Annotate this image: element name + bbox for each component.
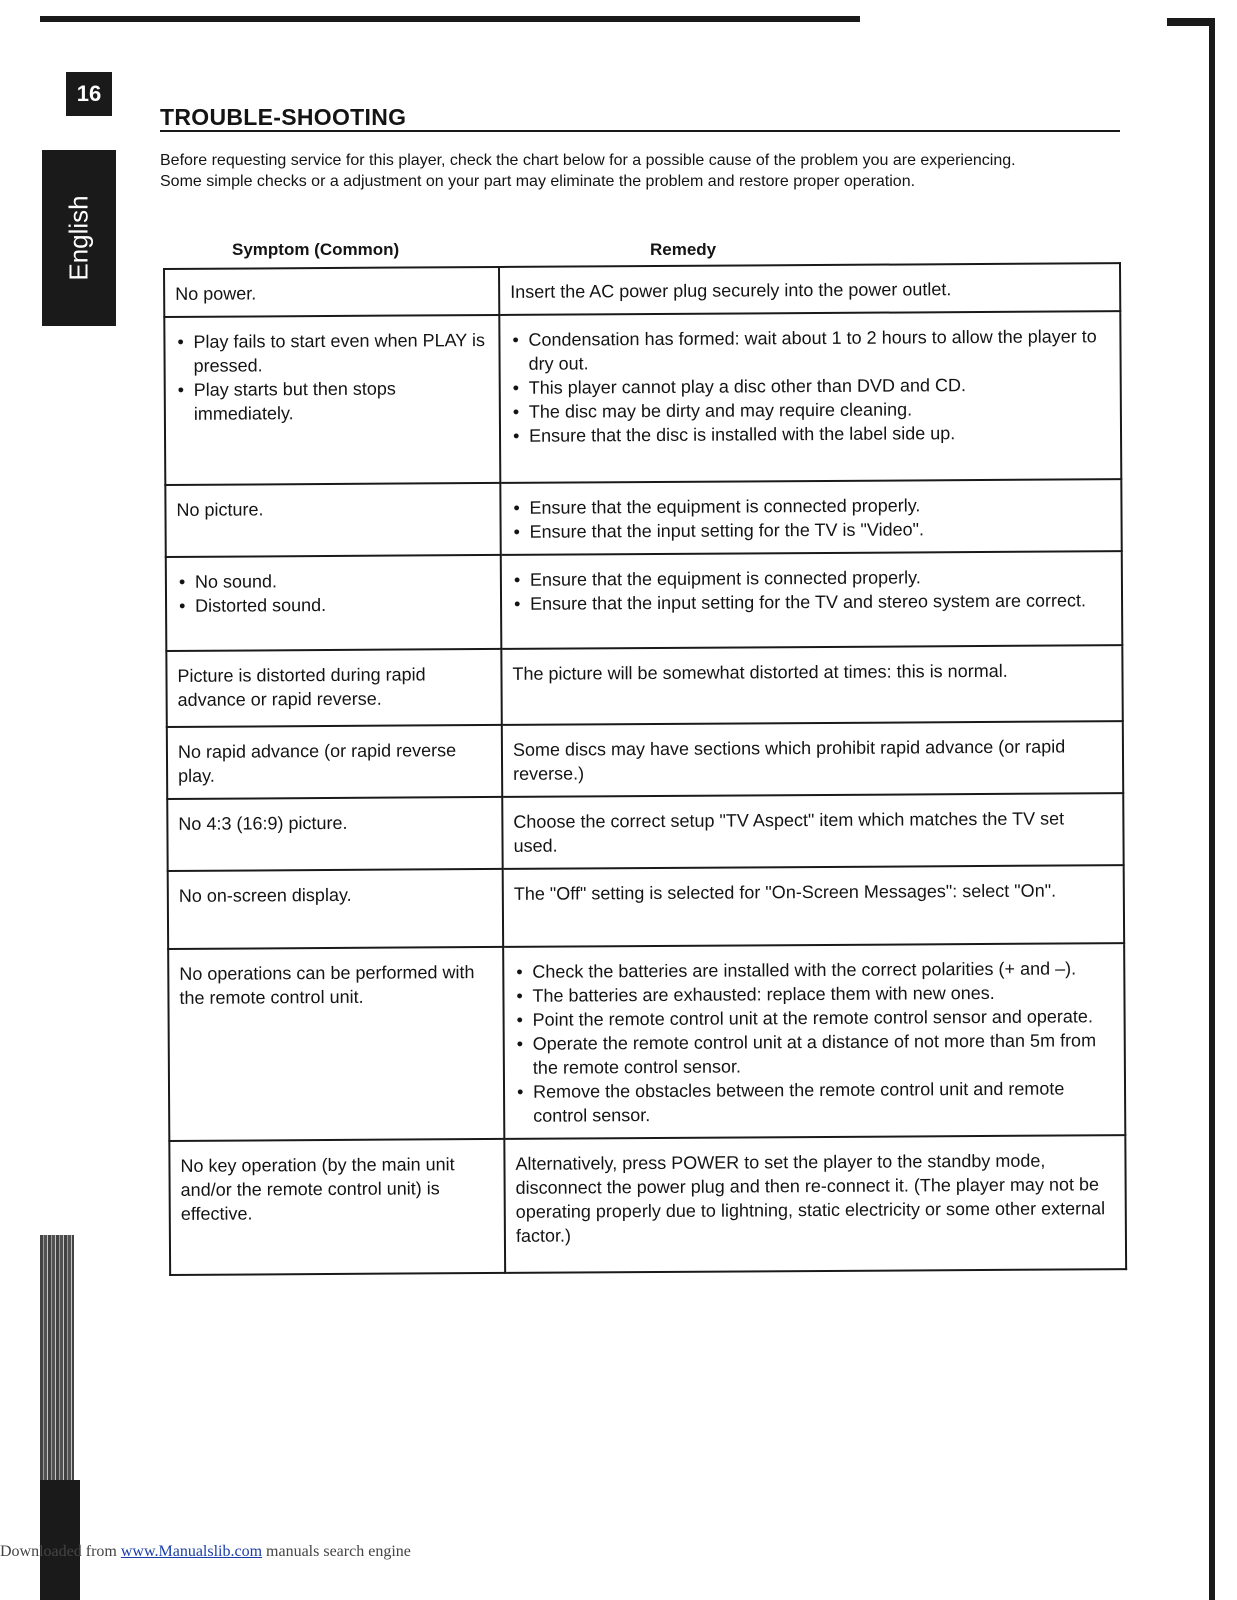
remedy-list xyxy=(514,956,1114,1128)
remedy-list-item: • Condensation has formed: wait about 1 to 2 hours to allow the player to dry out. xyxy=(510,324,1109,376)
remedy-cell xyxy=(504,1135,1126,1273)
manualslib-link[interactable]: www.Manualslib.com xyxy=(120,1543,263,1560)
troubleshooting-table xyxy=(163,262,1127,1276)
remedy-list-item: • Ensure that the equipment is connected properly. xyxy=(512,564,1111,592)
symptom-text: No on-screen display. xyxy=(178,884,352,906)
remedy-text: Some discs may have sections which prohibit rapid advance (or rapid reverse.) xyxy=(512,736,1066,784)
intro-paragraph: Some simple checks or a adjustment on your part may eliminate the problem and restore proper operation. xyxy=(160,173,916,190)
remedy-list xyxy=(510,324,1110,448)
remedy-cell xyxy=(501,645,1122,725)
symptom-cell xyxy=(168,947,504,1141)
remedy-list-item: • The batteries are exhausted: replace them with new ones. xyxy=(514,980,1113,1008)
page-number: 16 xyxy=(66,72,112,116)
symptom-cell xyxy=(164,315,500,485)
symptom-text: No rapid advance (or rapid reverse play. xyxy=(177,740,457,786)
remedy-cell xyxy=(502,721,1123,797)
footer xyxy=(0,1543,411,1561)
title-rule xyxy=(160,130,1120,132)
symptom-text: No 4:3 (16:9) picture. xyxy=(178,812,348,834)
symptom-list-item: • Play fails to start even when PLAY is pressed. xyxy=(175,328,488,378)
page-edge xyxy=(1209,20,1215,1600)
symptom-cell xyxy=(167,797,502,871)
symptom-cell xyxy=(166,555,502,651)
remedy-text: Alternatively, press POWER to set the player to the standby mode, disconnect the power plug and then re-connect it. (The player may not be operating properly due to lightning, static electricity or some other external factor.) xyxy=(515,1150,1106,1246)
language-tab xyxy=(42,150,116,326)
table-row xyxy=(168,943,1125,1141)
remedy-cell xyxy=(499,263,1120,315)
symptom-list-item: • Play starts but then stops immediately. xyxy=(176,376,489,426)
table-row xyxy=(167,793,1123,871)
remedy-column-header: Remedy xyxy=(650,240,717,259)
symptom-text: No operations can be performed with the remote control unit. xyxy=(179,962,475,1008)
remedy-list-item: • Ensure that the disc is installed with the label side up. xyxy=(511,420,1110,448)
remedy-list-item: • Point the remote control unit at the remote control sensor and operate. xyxy=(515,1004,1114,1032)
table-row xyxy=(165,479,1121,557)
remedy-text: The "Off" setting is selected for "On-Screen Messages": select "On". xyxy=(513,880,1057,904)
remedy-list-item: • Ensure that the equipment is connected properly. xyxy=(511,492,1110,520)
symptom-text: Picture is distorted during rapid advance or rapid reverse. xyxy=(177,664,426,710)
table-row xyxy=(167,721,1123,799)
symptom-column-header: Symptom (Common) xyxy=(232,240,400,259)
remedy-cell xyxy=(500,479,1121,555)
remedy-cell xyxy=(502,793,1123,869)
remedy-list-item: • The disc may be dirty and may require cleaning. xyxy=(511,396,1110,424)
language-label: English xyxy=(63,195,94,281)
remedy-list-item: • Ensure that the input setting for the TV is "Video". xyxy=(512,516,1111,544)
page-title: TROUBLE-SHOOTING xyxy=(160,104,407,130)
table-row xyxy=(164,311,1121,485)
intro-text xyxy=(160,150,1060,192)
table-row xyxy=(169,1135,1126,1275)
table-row xyxy=(164,263,1120,317)
table-row xyxy=(166,551,1123,651)
symptom-list xyxy=(175,328,489,426)
remedy-cell xyxy=(503,943,1125,1139)
intro-paragraph: Before requesting service for this player, check the chart below for a possible cause of the problem you are experiencing. xyxy=(160,152,1016,169)
scan-artifact xyxy=(40,1480,80,1600)
symptom-cell xyxy=(165,483,500,557)
table-row xyxy=(166,645,1122,727)
remedy-text: Insert the AC power plug securely into the power outlet. xyxy=(510,279,952,302)
symptom-text: No picture. xyxy=(176,499,264,520)
symptom-list xyxy=(177,568,490,618)
remedy-list-item: • Operate the remote control unit at a distance of not more than 5m from the remote control sensor. xyxy=(515,1028,1114,1080)
remedy-cell xyxy=(501,551,1123,649)
page-edge-mark xyxy=(1167,18,1215,26)
symptom-list-item: • Distorted sound. xyxy=(177,592,490,618)
footer-prefix: Downloaded from xyxy=(0,1543,121,1560)
symptom-cell xyxy=(166,649,501,727)
symptom-list-item: • No sound. xyxy=(177,568,490,594)
remedy-list xyxy=(511,492,1110,544)
top-rule xyxy=(40,16,860,22)
symptom-cell xyxy=(169,1139,505,1275)
remedy-list-item: • This player cannot play a disc other than DVD and CD. xyxy=(511,372,1110,400)
remedy-list-item: • Ensure that the input setting for the TV and stereo system are correct. xyxy=(512,588,1111,616)
remedy-text: The picture will be somewhat distorted at times: this is normal. xyxy=(512,660,1008,684)
table-row xyxy=(168,865,1124,949)
symptom-cell xyxy=(164,267,499,317)
remedy-cell xyxy=(499,311,1121,483)
remedy-list xyxy=(512,564,1111,616)
remedy-cell xyxy=(503,865,1124,947)
symptom-cell xyxy=(168,869,503,949)
symptom-text: No key operation (by the main unit and/or the remote control unit) is effective. xyxy=(180,1154,455,1224)
remedy-list-item: • Check the batteries are installed with the correct polarities (+ and –). xyxy=(514,956,1113,984)
remedy-text: Choose the correct setup "TV Aspect" item which matches the TV set used. xyxy=(513,808,1065,856)
symptom-text: No power. xyxy=(175,283,257,304)
footer-suffix: manuals search engine xyxy=(262,1543,411,1560)
symptom-cell xyxy=(167,725,502,799)
remedy-list-item: • Remove the obstacles between the remote control unit and remote control sensor. xyxy=(515,1076,1114,1128)
